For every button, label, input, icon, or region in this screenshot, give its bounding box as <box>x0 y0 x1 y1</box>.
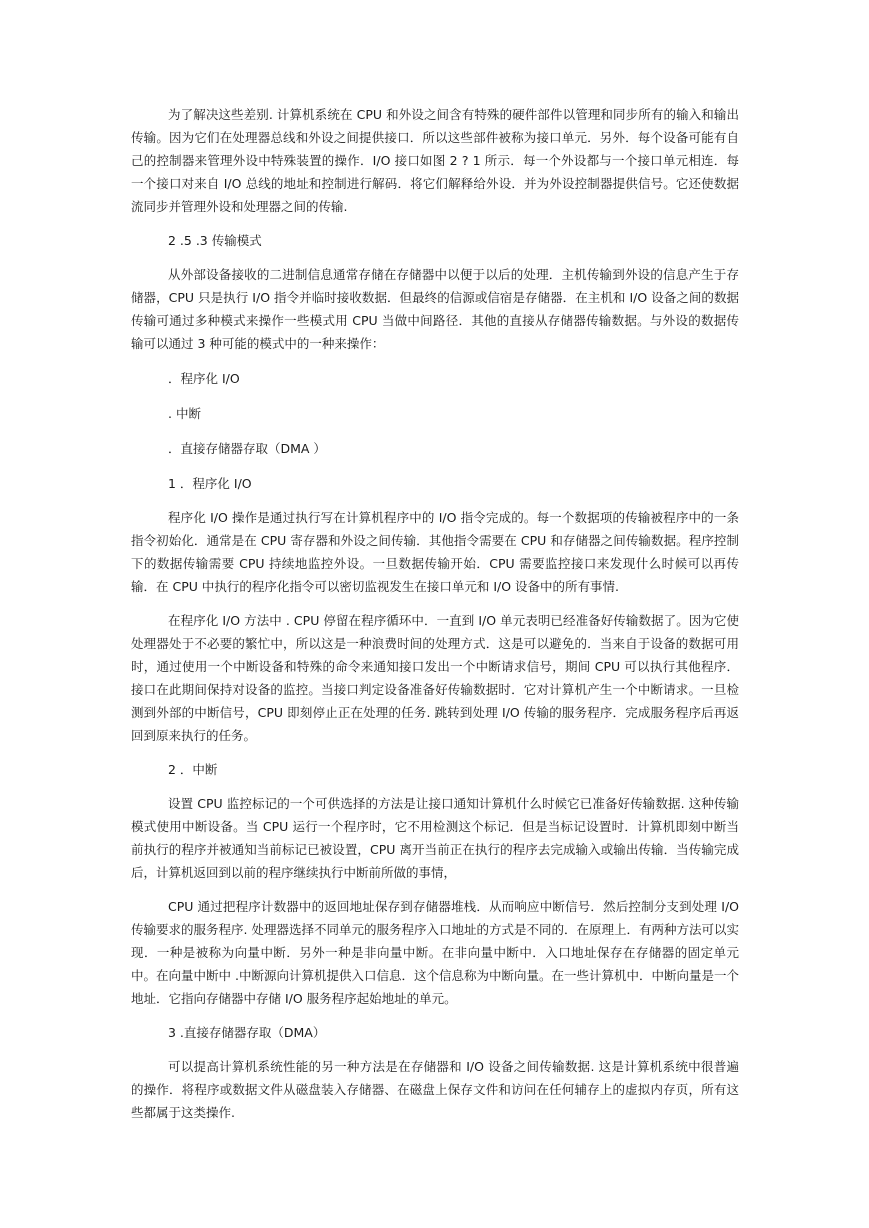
paragraph-programmed-io-method: 在程序化 I/O 方法中 . CPU 停留在程序循环中．一直到 I/O 单元表明已经准备好传输数据了。因为它使处理器处于不必要的繁忙中，所以这是一种浪费时间的处理方式．这是可以避免的．当来自于设备的数据可用时，通过使用一个中断设备和特殊的命令来通知接口发出一个中断请求信号，期间 CPU 可以执行其他程序．接口在此期间保持对设备的监控。当接口判定设备准备好传输数据时．它对计算机产生一个中断请求。一旦检测到外部的中断信号，CPU 即刻停止正在处理的任务. 跳转到处理 I/O 传输的服务程序．完成服务程序后再返回到原来执行的任务。 <box>131 613 739 743</box>
subheading-interrupt: 2 ．中断 <box>168 762 218 777</box>
subheading-programmed-io: 1 ．程序化 I/O <box>168 476 252 491</box>
document-page <box>131 103 739 1124</box>
section-heading-transfer-modes: 2 .5 .3 传输模式 <box>168 233 262 248</box>
list-item-dma: ．直接存储器存取（DMA ） <box>168 441 326 456</box>
paragraph-interrupt: 设置 CPU 监控标记的一个可供选择的方法是让接口通知计算机什么时候它已准备好传输数据. 这种传输模式使用中断设备。当 CPU 运行一个程序时，它不用检测这个标记．但是当标记设置时．计算机即刻中断当前执行的程序并被通知当前标记已被设置，CPU 离开当前正在执行的程序去完成输入或输出传输．当传输完成后，计算机返回到以前的程序继续执行中断前所做的事情， <box>131 796 739 880</box>
paragraph-dma: 可以提高计算机系统性能的另一种方法是在存储器和 I/O 设备之间传输数据. 这是计算机系统中很普遍的操作．将程序或数据文件从磁盘装入存储器、在磁盘上保存文件和访问在任何辅存上的虚拟内存页，所有这些都属于这类操作. <box>131 1059 739 1120</box>
paragraph-interrupt-vector: CPU 通过把程序计数器中的返回地址保存到存储器堆栈．从而响应中断信号．然后控制分支到处理 I/O 传输要求的服务程序. 处理器选择不同单元的服务程序入口地址的方式是不同的．在原理上．有两种方法可以实现．一种是被称为向量中断．另外一种是非向量中断。在非向量中断中．入口地址保存在存储器的固定单元中。在向量中断中 .中断源向计算机提供入口信息．这个信息称为中断向量。在一些计算机中．中断向量是一个地址．它指向存储器中存储 I/O 服务程序起始地址的单元。 <box>131 899 739 1006</box>
list-item-interrupt: . 中断 <box>168 406 201 421</box>
list-item-programmed-io: ．程序化 I/O <box>168 371 240 386</box>
subheading-dma: 3 .直接存储器存取（DMA） <box>168 1025 326 1040</box>
paragraph-interface-units: 为了解决这些差别. 计算机系统在 CPU 和外设之间含有特殊的硬件部件以管理和同步所有的输入和输出传输。因为它们在处理器总线和外设之间提供接口．所以这些部件被称为接口单元．另外．每个设备可能有自己的控制器来管理外设中特殊装置的操作．I/O 接口如图 2 ? 1 所示．每一个外设都与一个接口单元相连．每一个接口对来自 I/O 总线的地址和控制进行解码．将它们解释给外设．并为外设控制器提供信号。它还使数据流同步并管理外设和处理器之间的传输. <box>131 107 739 214</box>
paragraph-programmed-io: 程序化 I/O 操作是通过执行写在计算机程序中的 I/O 指令完成的。每一个数据项的传输被程序中的一条指令初始化．通常是在 CPU 寄存器和外设之间传输．其他指令需要在 CPU 和存储器之间传输数据。程序控制下的数据传输需要 CPU 持续地监控外设。一旦数据传输开始．CPU 需要监控接口来发现什么时候可以再传输．在 CPU 中执行的程序化指令可以密切监视发生在接口单元和 I/O 设备中的所有事情. <box>131 510 739 594</box>
paragraph-transfer-modes-intro: 从外部设备接收的二进制信息通常存储在存储器中以便于以后的处理．主机传输到外设的信息产生于存储器，CPU 只是执行 I/O 指令并临时接收数据．但最终的信源或信宿是存储器．在主机和 I/O 设备之间的数据传输可通过多种模式来操作一些模式用 CPU 当做中间路径．其他的直接从存储器传输数据。与外设的数据传输可以通过 3 种可能的模式中的一种来操作： <box>131 267 739 351</box>
